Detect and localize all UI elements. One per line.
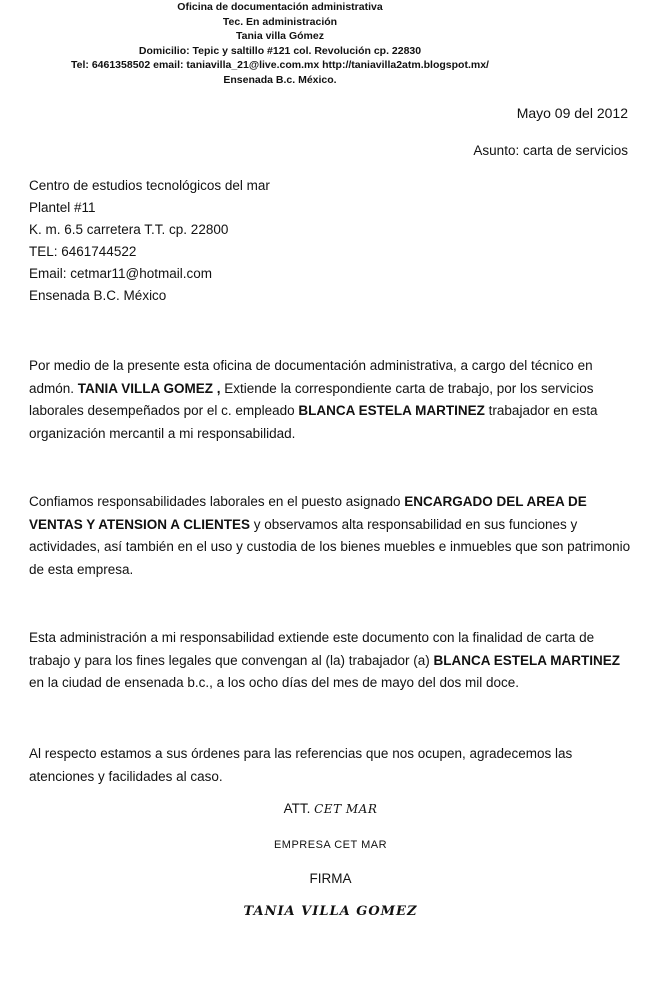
letterhead-address: Domicilio: Tepic y saltillo #121 col. Revolución cp. 22830 <box>138 44 422 57</box>
letter-date: Mayo 09 del 2012 <box>516 105 628 121</box>
body-paragraph-2 <box>29 491 634 581</box>
letterhead-name: Tania villa Gómez <box>236 30 324 42</box>
recipient-address: K. m. 6.5 carretera T.T. cp. 22800 <box>29 222 229 237</box>
paragraph-text: Por medio de la presente esta oficina de documentación administrativa, a cargo del técnico en admón. <box>29 358 593 396</box>
paragraph-text: trabajador en esta organización mercantil a mi responsabilidad. <box>29 403 598 441</box>
letterhead-contact: Tel: 6461358502 email: taniavilla_21@live.com.mx http://taniavilla2atm.blogspot.mx/ <box>71 59 489 71</box>
paragraph-text: Esta administración a mi responsabilidad extiende este documento con la finalidad de carta de trabajo y para los fines legales que convengan al (la) trabajador (a) <box>29 630 595 668</box>
paragraph-text: y observamos alta responsabilidad en sus funciones y actividades, así también en el uso y custodia de los bienes muebles e inmuebles que son patrimonio de esta empresa. <box>29 516 631 577</box>
attention-line <box>0 801 661 816</box>
letterhead-office: Oficina de documentación administrativa <box>177 1 383 13</box>
paragraph-text: en la ciudad de ensenada b.c., a los ocho días del mes de mayo del dos mil doce. <box>29 675 520 690</box>
paragraph-text: Confiamos responsabilidades laborales en el puesto asignado <box>29 494 405 509</box>
letter-subject: Asunto: carta de servicios <box>473 143 628 158</box>
recipient-campus: Plantel #11 <box>29 200 96 215</box>
body-paragraph-4: Al respecto estamos a sus órdenes para las referencias que nos ocupen, agradecemos las atenciones y facilidades al caso. <box>29 746 573 784</box>
signature-name: TANIA VILLA GOMEZ <box>243 904 418 919</box>
job-position: ENCARGADO DEL AREA DE VENTAS Y ATENSION A CLIENTES <box>29 494 587 532</box>
employee-name: BLANCA ESTELA MARTINEZ <box>433 652 620 668</box>
recipient-email: Email: cetmar11@hotmail.com <box>29 266 213 281</box>
letterhead <box>0 0 560 87</box>
signature-label: FIRMA <box>309 871 352 886</box>
recipient-city: Ensenada B.C. México <box>29 288 167 303</box>
company-line: EMPRESA CET MAR <box>273 839 388 851</box>
letterhead-title: Tec. En administración <box>222 15 338 28</box>
employee-name: BLANCA ESTELA MARTINEZ <box>298 403 485 418</box>
body-paragraph-1 <box>29 355 634 445</box>
att-company: CET MAR <box>314 802 378 816</box>
att-label: ATT. <box>283 801 315 816</box>
issuer-name: TANIA VILLA GOMEZ , <box>77 380 221 396</box>
recipient-block <box>29 175 270 307</box>
letterhead-city: Ensenada B.c. México. <box>223 73 337 86</box>
recipient-phone: TEL: 6461744522 <box>29 244 137 259</box>
recipient-name: Centro de estudios tecnológicos del mar <box>29 178 270 193</box>
body-paragraph-3 <box>29 627 634 695</box>
paragraph-text: Extiende la correspondiente carta de trabajo, por los servicios laborales desempeñados por el c. empleado <box>29 380 594 418</box>
